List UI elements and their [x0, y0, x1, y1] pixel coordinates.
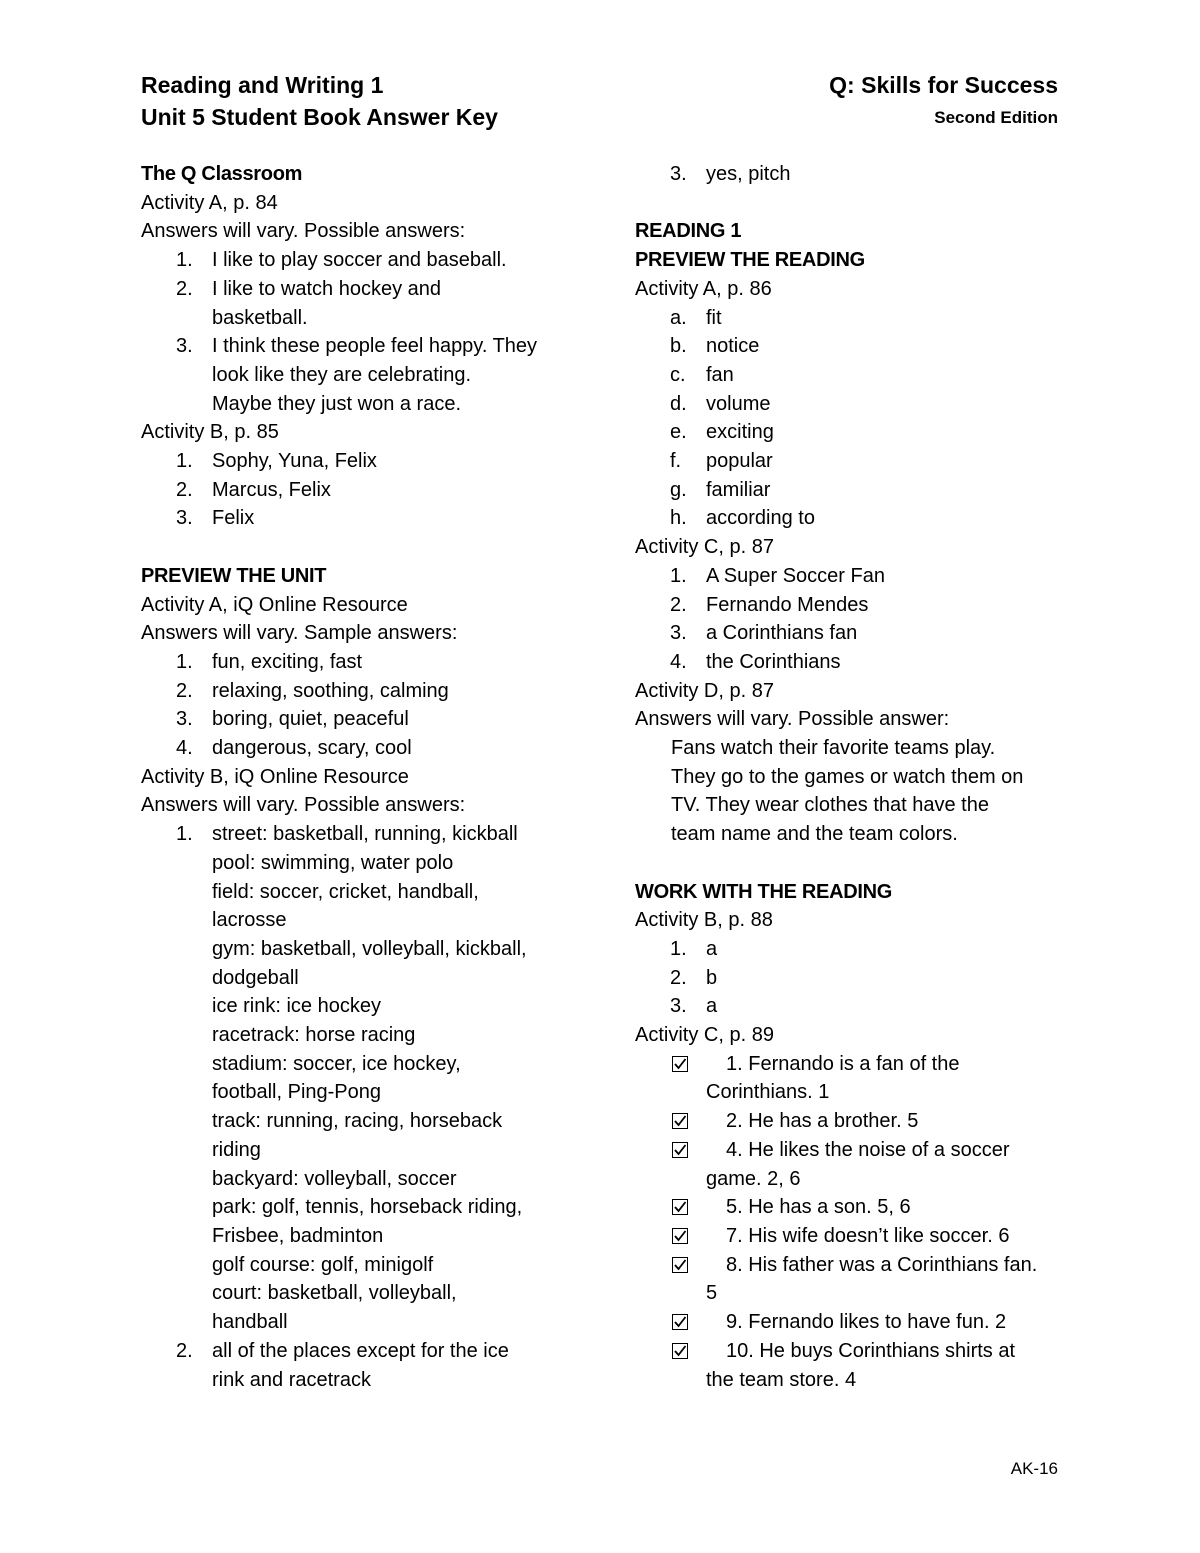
checklist-item — [635, 1308, 1075, 1337]
item-number: 3. — [176, 708, 193, 731]
text-line: 1. Fernando is a fan of the — [726, 1052, 960, 1075]
text-line: They go to the games or watch them on — [671, 765, 1024, 788]
item-number: b. — [670, 335, 687, 358]
text-line: all of the places except for the ice — [212, 1339, 509, 1362]
list-item — [635, 504, 1075, 533]
activity-note: Answers will vary. Possible answers: — [141, 220, 466, 243]
activity-heading: Activity A, iQ Online Resource — [141, 593, 408, 616]
list-item — [635, 648, 1075, 677]
item-text: Felix — [212, 507, 255, 530]
activity-note: Answers will vary. Possible answer: — [635, 708, 950, 731]
text-line: ice rink: ice hockey — [212, 995, 381, 1018]
list-item — [635, 390, 1075, 419]
item-number: 1. — [176, 823, 193, 846]
item-text: relaxing, soothing, calming — [212, 679, 449, 702]
list-item — [141, 246, 581, 275]
item-text: the Corinthians — [706, 650, 841, 673]
list-item — [141, 1337, 581, 1394]
text-line: TV. They wear clothes that have the — [671, 794, 989, 817]
text-line: gym: basketball, volleyball, kickball, — [212, 937, 527, 960]
list-item — [141, 648, 581, 677]
item-text: notice — [706, 335, 760, 358]
checkbox-checked-icon — [672, 1056, 688, 1072]
answer-list — [635, 935, 1075, 1021]
list-item — [141, 332, 581, 418]
item-number: f. — [670, 450, 682, 473]
checklist-item — [635, 1251, 1075, 1308]
item-number: 4. — [176, 737, 193, 760]
text-line: look like they are celebrating. — [212, 363, 472, 386]
checklist-item — [635, 1136, 1075, 1193]
activity-heading: Activity D, p. 87 — [635, 679, 774, 702]
series-title: Q: Skills for Success — [829, 72, 1058, 98]
right-column — [635, 160, 1075, 1394]
list-item — [635, 160, 1075, 189]
item-text: b — [706, 966, 718, 989]
item-text: A Super Soccer Fan — [706, 564, 885, 587]
text-line: I like to play soccer and baseball. — [212, 249, 507, 272]
checkbox-checked-icon — [672, 1257, 688, 1273]
list-item — [635, 332, 1075, 361]
text-line: 5. He has a son. 5, 6 — [726, 1196, 911, 1219]
answer-paragraph — [635, 734, 1075, 849]
list-item — [635, 418, 1075, 447]
list-item — [141, 820, 581, 1337]
item-text — [706, 1050, 1075, 1107]
list-item — [635, 591, 1075, 620]
item-text: fun, exciting, fast — [212, 650, 363, 673]
answer-list — [141, 648, 581, 763]
text-line: field: soccer, cricket, handball, — [212, 880, 479, 903]
section-subtitle: PREVIEW THE READING — [635, 249, 865, 272]
text-line: lacrosse — [212, 909, 287, 932]
text-line: the team store. 4 — [706, 1368, 857, 1391]
list-item — [635, 447, 1075, 476]
checkbox-checked-icon — [672, 1142, 688, 1158]
list-item — [141, 677, 581, 706]
text-line: stadium: soccer, ice hockey, — [212, 1052, 461, 1075]
item-text: fit — [706, 306, 722, 329]
item-text — [706, 1193, 1075, 1222]
list-item — [635, 619, 1075, 648]
activity-heading: Activity B, p. 88 — [635, 909, 773, 932]
activity-heading: Activity C, p. 87 — [635, 536, 774, 559]
item-text: popular — [706, 450, 773, 473]
item-number: 1. — [176, 650, 193, 673]
list-item — [141, 705, 581, 734]
list-item — [635, 562, 1075, 591]
activity-note: Answers will vary. Sample answers: — [141, 622, 458, 645]
item-text: a Corinthians fan — [706, 622, 858, 645]
item-number: h. — [670, 507, 687, 530]
text-line: Frisbee, badminton — [212, 1225, 384, 1247]
text-line: dodgeball — [212, 966, 299, 989]
text-line: handball — [212, 1311, 288, 1334]
book-title: Reading and Writing 1 — [141, 72, 384, 98]
text-line: 5 — [706, 1282, 718, 1305]
item-text: Fernando Mendes — [706, 593, 869, 616]
text-line: Maybe they just won a race. — [212, 392, 462, 415]
text-line: I like to watch hockey and — [212, 277, 442, 300]
item-number: 1. — [670, 564, 687, 587]
checklist-item — [635, 1222, 1075, 1251]
checklist-item — [635, 1193, 1075, 1222]
item-number: d. — [670, 392, 687, 415]
item-text — [212, 275, 581, 332]
text-line: 7. His wife doesn’t like soccer. 6 — [726, 1224, 1010, 1247]
text-line: 4. He likes the noise of a soccer — [726, 1138, 1010, 1161]
section-title: READING 1 — [635, 220, 742, 243]
item-number: e. — [670, 421, 687, 444]
text-line: team name and the team colors. — [671, 823, 958, 846]
item-number: 3. — [670, 995, 687, 1018]
text-line: track: running, racing, horseback — [212, 1110, 503, 1133]
item-number: 1. — [176, 249, 193, 272]
text-line: 10. He buys Corinthians shirts at — [726, 1339, 1016, 1362]
list-item — [141, 275, 581, 332]
answer-list — [635, 562, 1075, 677]
activity-note: Answers will vary. Possible answers: — [141, 794, 466, 817]
item-text: volume — [706, 392, 771, 415]
item-text — [212, 246, 581, 275]
checklist-item — [635, 1050, 1075, 1107]
text-line: golf course: golf, minigolf — [212, 1253, 434, 1276]
left-column — [141, 160, 581, 1394]
list-item — [635, 964, 1075, 993]
item-text: Marcus, Felix — [212, 478, 331, 501]
list-item — [141, 504, 581, 533]
list-item — [141, 476, 581, 505]
text-line: racetrack: horse racing — [212, 1024, 416, 1047]
list-item — [635, 935, 1075, 964]
item-number: c. — [670, 363, 686, 386]
item-number: 1. — [176, 450, 193, 473]
item-number: 2. — [670, 966, 687, 989]
item-number: 3. — [176, 335, 193, 358]
text-line: football, Ping-Pong — [212, 1081, 382, 1104]
activity-heading: Activity B, iQ Online Resource — [141, 765, 409, 788]
item-number: 2. — [176, 679, 193, 702]
checklist-item — [635, 1337, 1075, 1394]
text-line: rink and racetrack — [212, 1368, 371, 1391]
section-title: WORK WITH THE READING — [635, 880, 893, 903]
item-text — [706, 1308, 1075, 1337]
item-number: 3. — [176, 507, 193, 530]
checkbox-checked-icon — [672, 1343, 688, 1359]
text-line: pool: swimming, water polo — [212, 851, 454, 874]
text-line: Corinthians. 1 — [706, 1081, 830, 1104]
edition-label: Second Edition — [934, 108, 1058, 127]
list-item — [141, 734, 581, 763]
item-text — [706, 1107, 1075, 1136]
text-line: Fans watch their favorite teams play. — [671, 737, 996, 760]
section-title: PREVIEW THE UNIT — [141, 564, 327, 587]
text-line: basketball. — [212, 306, 308, 329]
item-number: a. — [670, 306, 687, 329]
checkbox-checked-icon — [672, 1228, 688, 1244]
answer-list — [141, 447, 581, 533]
item-text: yes, pitch — [706, 163, 791, 185]
unit-title: Unit 5 Student Book Answer Key — [141, 104, 498, 130]
item-text — [706, 1337, 1075, 1394]
item-text — [706, 1136, 1075, 1193]
item-number: 2. — [176, 277, 193, 300]
item-text — [706, 1222, 1075, 1251]
text-line: riding — [212, 1138, 261, 1161]
item-text: a — [706, 995, 718, 1018]
item-number: 3. — [670, 163, 687, 185]
item-text — [706, 1251, 1075, 1308]
item-text: dangerous, scary, cool — [212, 737, 412, 760]
activity-heading: Activity A, p. 86 — [635, 277, 772, 300]
checkbox-checked-icon — [672, 1113, 688, 1129]
item-text: Sophy, Yuna, Felix — [212, 450, 377, 473]
item-number: 2. — [670, 593, 687, 616]
item-text: fan — [706, 363, 734, 386]
section-title: The Q Classroom — [141, 163, 303, 185]
item-text: exciting — [706, 421, 774, 444]
text-line: game. 2, 6 — [706, 1167, 801, 1190]
list-item — [635, 992, 1075, 1021]
item-number: 2. — [176, 478, 193, 501]
item-number: 3. — [670, 622, 687, 645]
text-line: court: basketball, volleyball, — [212, 1282, 457, 1305]
item-text — [212, 332, 581, 418]
checklist — [635, 1050, 1075, 1394]
text-line: 8. His father was a Corinthians fan. — [726, 1253, 1038, 1276]
text-line: backyard: volleyball, soccer — [212, 1167, 457, 1190]
answer-list — [141, 246, 581, 418]
list-item — [141, 447, 581, 476]
item-text: a — [706, 937, 718, 960]
text-line: park: golf, tennis, horseback riding, — [212, 1196, 523, 1219]
checklist-item — [635, 1107, 1075, 1136]
text-line: 9. Fernando likes to have fun. 2 — [726, 1311, 1007, 1334]
activity-heading: Activity A, p. 84 — [141, 191, 278, 214]
list-item — [635, 476, 1075, 505]
list-item — [635, 361, 1075, 390]
page-number: AK-16 — [1010, 1459, 1058, 1478]
checkbox-checked-icon — [672, 1314, 688, 1330]
text-line: street: basketball, running, kickball — [212, 823, 518, 846]
text-line: I think these people feel happy. They — [212, 335, 538, 358]
item-text: according to — [706, 507, 815, 530]
item-number: 2. — [176, 1339, 193, 1362]
activity-heading: Activity C, p. 89 — [635, 1024, 774, 1047]
item-number: g. — [670, 478, 687, 501]
item-number: 4. — [670, 650, 687, 673]
item-text: boring, quiet, peaceful — [212, 708, 409, 731]
item-number: 1. — [670, 937, 687, 960]
item-text: familiar — [706, 478, 771, 501]
activity-heading: Activity B, p. 85 — [141, 421, 279, 444]
list-item — [635, 304, 1075, 333]
answer-list — [635, 304, 1075, 534]
checkbox-checked-icon — [672, 1199, 688, 1215]
text-line: 2. He has a brother. 5 — [726, 1110, 919, 1133]
